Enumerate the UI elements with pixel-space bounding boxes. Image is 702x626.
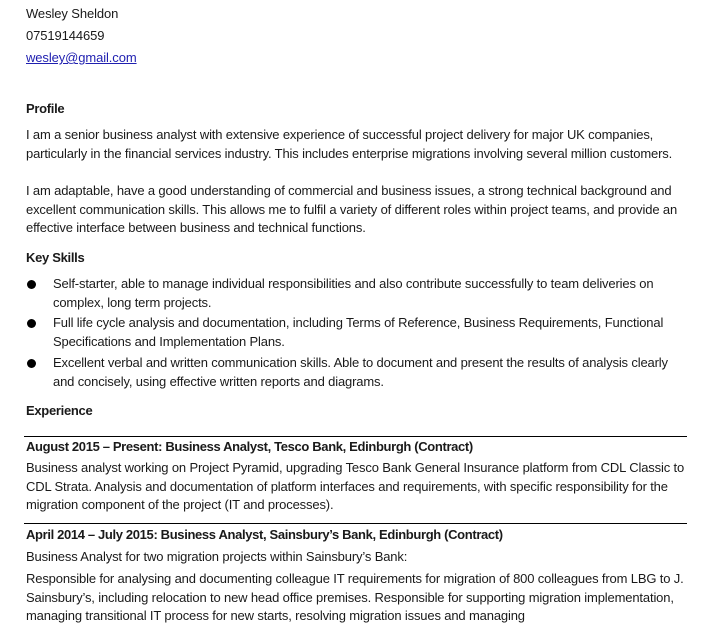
skill-text: Full life cycle analysis and documentation, including Terms of Reference, Business Requirements, Functional Specifications and Implementation Plans. (53, 315, 664, 349)
section-divider (24, 523, 687, 524)
experience-heading: Experience (26, 403, 93, 418)
profile-heading: Profile (26, 101, 65, 116)
key-skills-heading: Key Skills (26, 250, 85, 265)
contact-phone: 07519144659 (26, 28, 105, 43)
job-description: Business analyst working on Project Pyramid, upgrading Tesco Bank General Insurance platform from CDL Classic to CDL Strata. Analysis and documentation of platform interfaces and requirements, with specific responsibility for the migration component of the project (IT and processes). (26, 460, 685, 512)
profile-paragraph: I am adaptable, have a good understanding of commercial and business issues, a strong technical background and excellent communication skills. This allows me to fulfil a variety of different roles within project teams, and provide an effective interface between business and technical functions. (26, 183, 678, 235)
skill-text: Self-starter, able to manage individual responsibilities and also contribute successfully to team deliveries on complex, long term projects. (53, 276, 654, 310)
section-divider (24, 436, 687, 437)
job-title: August 2015 – Present: Business Analyst, Tesco Bank, Edinburgh (Contract) (26, 439, 473, 454)
bullet-icon (27, 280, 36, 289)
contact-name: Wesley Sheldon (26, 6, 119, 21)
profile-paragraph: I am a senior business analyst with extensive experience of successful project delivery for major UK companies, particularly in the financial services industry. This includes enterprise migrations involving several million customers. (26, 127, 673, 161)
job-description: Responsible for analysing and documenting colleague IT requirements for migration of 800 colleagues from LBG to J. Sainsbury’s, including relocation to new head office premises. Responsible for supporting migration implementation, managing transitional IT process for new starts, resolving migration issues and managing (26, 571, 684, 623)
bullet-icon (27, 359, 36, 368)
job-description: Business Analyst for two migration projects within Sainsbury’s Bank: (26, 549, 408, 564)
skill-text: Excellent verbal and written communication skills. Able to document and present the results of analysis clearly and concisely, using effective written reports and diagrams. (53, 355, 668, 389)
contact-email-link[interactable]: wesley@gmail.com (26, 50, 137, 65)
job-title: April 2014 – July 2015: Business Analyst, Sainsbury’s Bank, Edinburgh (Contract) (26, 527, 503, 542)
bullet-icon (27, 319, 36, 328)
